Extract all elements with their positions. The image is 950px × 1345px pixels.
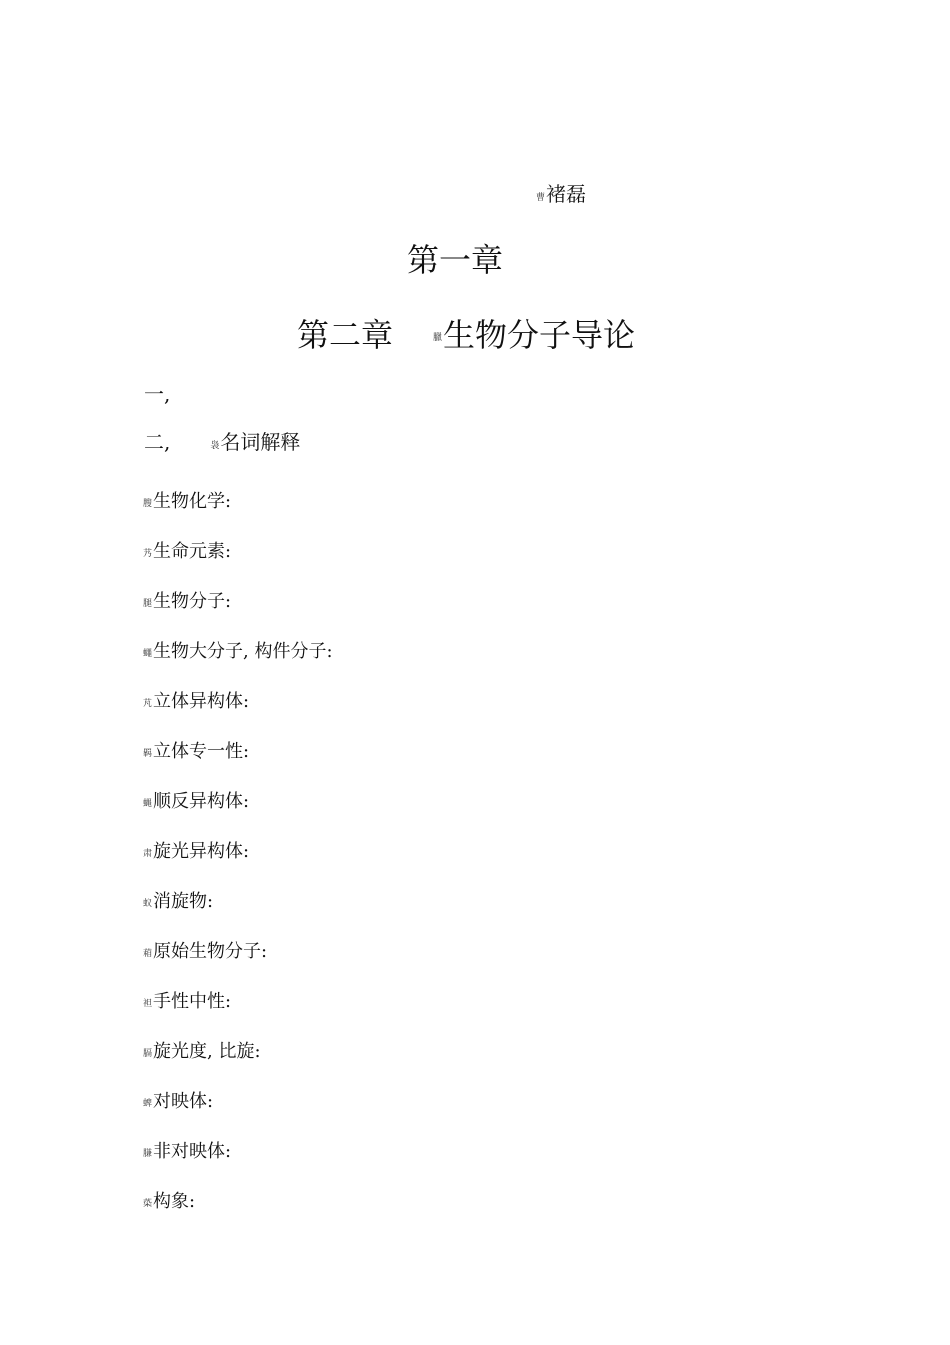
section-one-label: 一, [144, 382, 171, 406]
term-text: 顺反异构体: [153, 791, 250, 812]
term-text: 对映体: [153, 1091, 214, 1112]
term-text: 旋光度, 比旋: [153, 1041, 261, 1062]
chapter-two-heading [297, 314, 635, 359]
term-text: 立体异构体: [153, 691, 250, 712]
term-item [143, 1138, 333, 1188]
term-item [143, 538, 333, 588]
term-marker: 腿 [143, 599, 153, 609]
term-text: 生命元素: [153, 541, 232, 562]
term-item [143, 688, 333, 738]
term-text: 原始生物分子: [153, 941, 268, 962]
term-item [143, 1088, 333, 1138]
term-text: 生物化学: [153, 491, 232, 512]
term-marker: 艿 [143, 549, 153, 559]
term-text: 立体专一性: [153, 741, 250, 762]
term-text: 构象: [153, 1191, 196, 1212]
term-marker: 蚁 [143, 899, 153, 909]
chapter-one-heading: 第一章 [406, 241, 503, 279]
term-marker: 蜱 [143, 1099, 153, 1109]
term-text: 旋光异构体: [153, 841, 250, 862]
term-item [143, 588, 333, 638]
section-two-marker: 袅 [210, 441, 220, 451]
term-item [143, 938, 333, 988]
term-text: 手性中性: [153, 991, 232, 1012]
term-text: 非对映体: [153, 1141, 232, 1162]
term-item [143, 888, 333, 938]
chapter-two-title: 生物分子导论 [443, 316, 636, 354]
author-marker: 曹 [536, 193, 546, 203]
term-marker: 葙 [143, 949, 153, 959]
term-marker: 膈 [143, 1049, 153, 1059]
term-item [143, 738, 333, 788]
author-line [536, 180, 586, 212]
section-two-title: 名词解释 [220, 430, 301, 454]
chapter-two-marker: 臘 [433, 333, 443, 343]
term-list [143, 488, 333, 1238]
term-marker: 蒅 [143, 1199, 153, 1209]
term-marker: 袒 [143, 999, 153, 1009]
term-item [143, 838, 333, 888]
term-item [143, 1188, 333, 1238]
term-item [143, 638, 333, 688]
term-marker: 芃 [143, 699, 153, 709]
term-marker: 膄 [143, 499, 153, 509]
term-marker: 膁 [143, 1149, 153, 1159]
term-marker: 羁 [143, 749, 153, 759]
author-name: 褚磊 [546, 182, 587, 206]
term-marker: 蝿 [143, 799, 153, 809]
term-text: 生物大分子, 构件分子: [153, 641, 333, 662]
term-item [143, 1038, 333, 1088]
term-item [143, 988, 333, 1038]
term-marker: 肃 [143, 849, 153, 859]
section-two-heading [144, 428, 300, 460]
term-marker: 蠅 [143, 649, 153, 659]
term-text: 消旋物: [153, 891, 214, 912]
section-two-label: 二, [144, 430, 171, 454]
term-item [143, 488, 333, 538]
chapter-two-prefix: 第二章 [297, 316, 394, 354]
term-item [143, 788, 333, 838]
term-text: 生物分子: [153, 591, 232, 612]
